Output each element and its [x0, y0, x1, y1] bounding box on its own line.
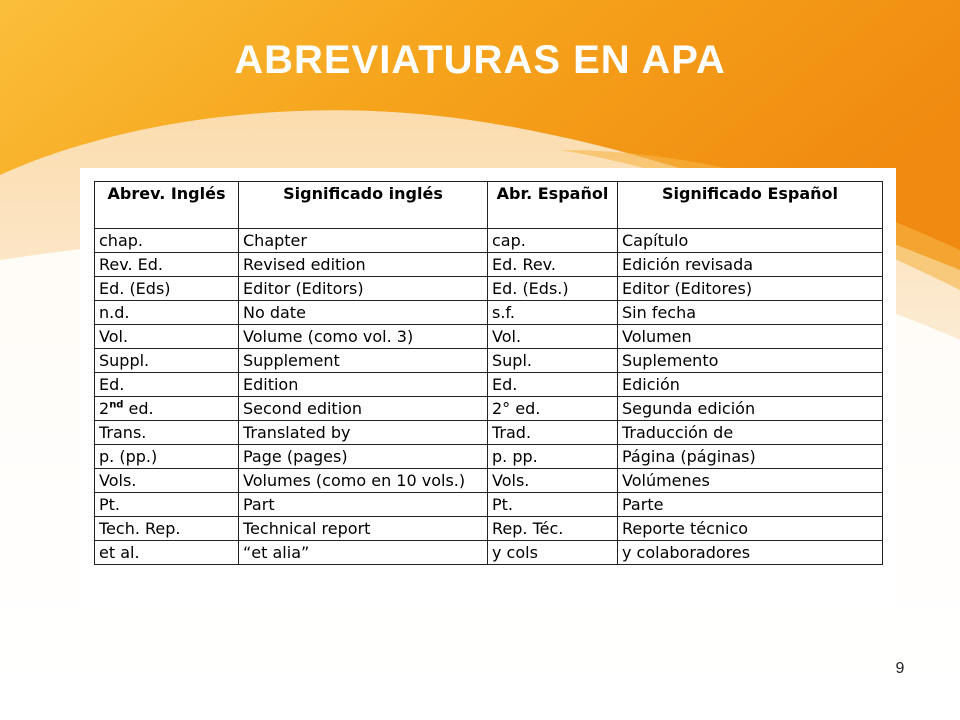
table-row — [95, 445, 883, 469]
cell-abrev-en — [95, 397, 239, 421]
cell-abrev-es: Ed. (Eds.) — [488, 277, 618, 301]
cell-abrev-en: chap. — [95, 229, 239, 253]
cell-abrev-en: Suppl. — [95, 349, 239, 373]
cell-sig-es: Edición — [618, 373, 883, 397]
ordinal-rest: ed. — [123, 399, 154, 418]
cell-abrev-es: Trad. — [488, 421, 618, 445]
cell-abrev-en: Tech. Rep. — [95, 517, 239, 541]
table-row — [95, 349, 883, 373]
cell-abrev-en: et al. — [95, 541, 239, 565]
cell-sig-en: Edition — [239, 373, 488, 397]
cell-sig-es: Volúmenes — [618, 469, 883, 493]
cell-sig-en: Page (pages) — [239, 445, 488, 469]
table-header-row — [95, 182, 883, 229]
table-row — [95, 469, 883, 493]
header-significado-espanol: Significado Español — [618, 182, 883, 229]
cell-abrev-en: Ed. — [95, 373, 239, 397]
cell-sig-es: Edición revisada — [618, 253, 883, 277]
table-row — [95, 325, 883, 349]
cell-abrev-es: cap. — [488, 229, 618, 253]
cell-sig-en: Technical report — [239, 517, 488, 541]
cell-abrev-es: s.f. — [488, 301, 618, 325]
table-panel — [80, 168, 896, 610]
cell-abrev-en: Vols. — [95, 469, 239, 493]
table-row — [95, 517, 883, 541]
ordinal-suffix: nd — [109, 399, 124, 411]
cell-sig-en: Volume (como vol. 3) — [239, 325, 488, 349]
cell-abrev-es: 2° ed. — [488, 397, 618, 421]
header-abr-espanol: Abr. Español — [488, 182, 618, 229]
cell-sig-en: Supplement — [239, 349, 488, 373]
table-row — [95, 493, 883, 517]
page-number: 9 — [895, 660, 905, 677]
header-significado-ingles: Significado inglés — [239, 182, 488, 229]
cell-abrev-es: Pt. — [488, 493, 618, 517]
cell-abrev-es: Rep. Téc. — [488, 517, 618, 541]
ordinal-number: 2 — [99, 399, 110, 418]
cell-sig-es: Página (páginas) — [618, 445, 883, 469]
cell-sig-en: “et alia” — [239, 541, 488, 565]
cell-abrev-es: Ed. — [488, 373, 618, 397]
cell-abrev-es: Vols. — [488, 469, 618, 493]
cell-abrev-es: Supl. — [488, 349, 618, 373]
cell-sig-es: Traducción de — [618, 421, 883, 445]
cell-sig-es: Reporte técnico — [618, 517, 883, 541]
cell-sig-en: Volumes (como en 10 vols.) — [239, 469, 488, 493]
cell-sig-es: Capítulo — [618, 229, 883, 253]
cell-sig-es: Sin fecha — [618, 301, 883, 325]
table-row — [95, 229, 883, 253]
cell-sig-es: Editor (Editores) — [618, 277, 883, 301]
cell-sig-en: Second edition — [239, 397, 488, 421]
header-abrev-ingles: Abrev. Inglés — [95, 182, 239, 229]
slide-title: ABREVIATURAS EN APA — [234, 38, 726, 82]
table-row — [95, 277, 883, 301]
cell-sig-es: Parte — [618, 493, 883, 517]
table-row — [95, 397, 883, 421]
cell-sig-es: Segunda edición — [618, 397, 883, 421]
table-row — [95, 541, 883, 565]
cell-sig-en: No date — [239, 301, 488, 325]
cell-sig-en: Revised edition — [239, 253, 488, 277]
cell-abrev-es: Ed. Rev. — [488, 253, 618, 277]
cell-sig-en: Editor (Editors) — [239, 277, 488, 301]
cell-sig-es: Suplemento — [618, 349, 883, 373]
cell-abrev-en: Vol. — [95, 325, 239, 349]
table-row — [95, 421, 883, 445]
cell-abrev-es: Vol. — [488, 325, 618, 349]
table-row — [95, 253, 883, 277]
cell-abrev-es: y cols — [488, 541, 618, 565]
cell-sig-es: Volumen — [618, 325, 883, 349]
cell-sig-en: Translated by — [239, 421, 488, 445]
cell-abrev-en: Rev. Ed. — [95, 253, 239, 277]
cell-abrev-en: n.d. — [95, 301, 239, 325]
cell-abrev-en: Ed. (Eds) — [95, 277, 239, 301]
cell-abrev-en: Pt. — [95, 493, 239, 517]
table-row — [95, 301, 883, 325]
table-row — [95, 373, 883, 397]
cell-abrev-en: Trans. — [95, 421, 239, 445]
abbreviations-table — [94, 181, 883, 565]
cell-abrev-en: p. (pp.) — [95, 445, 239, 469]
cell-abrev-es: p. pp. — [488, 445, 618, 469]
cell-sig-en: Chapter — [239, 229, 488, 253]
cell-sig-es: y colaboradores — [618, 541, 883, 565]
cell-sig-en: Part — [239, 493, 488, 517]
